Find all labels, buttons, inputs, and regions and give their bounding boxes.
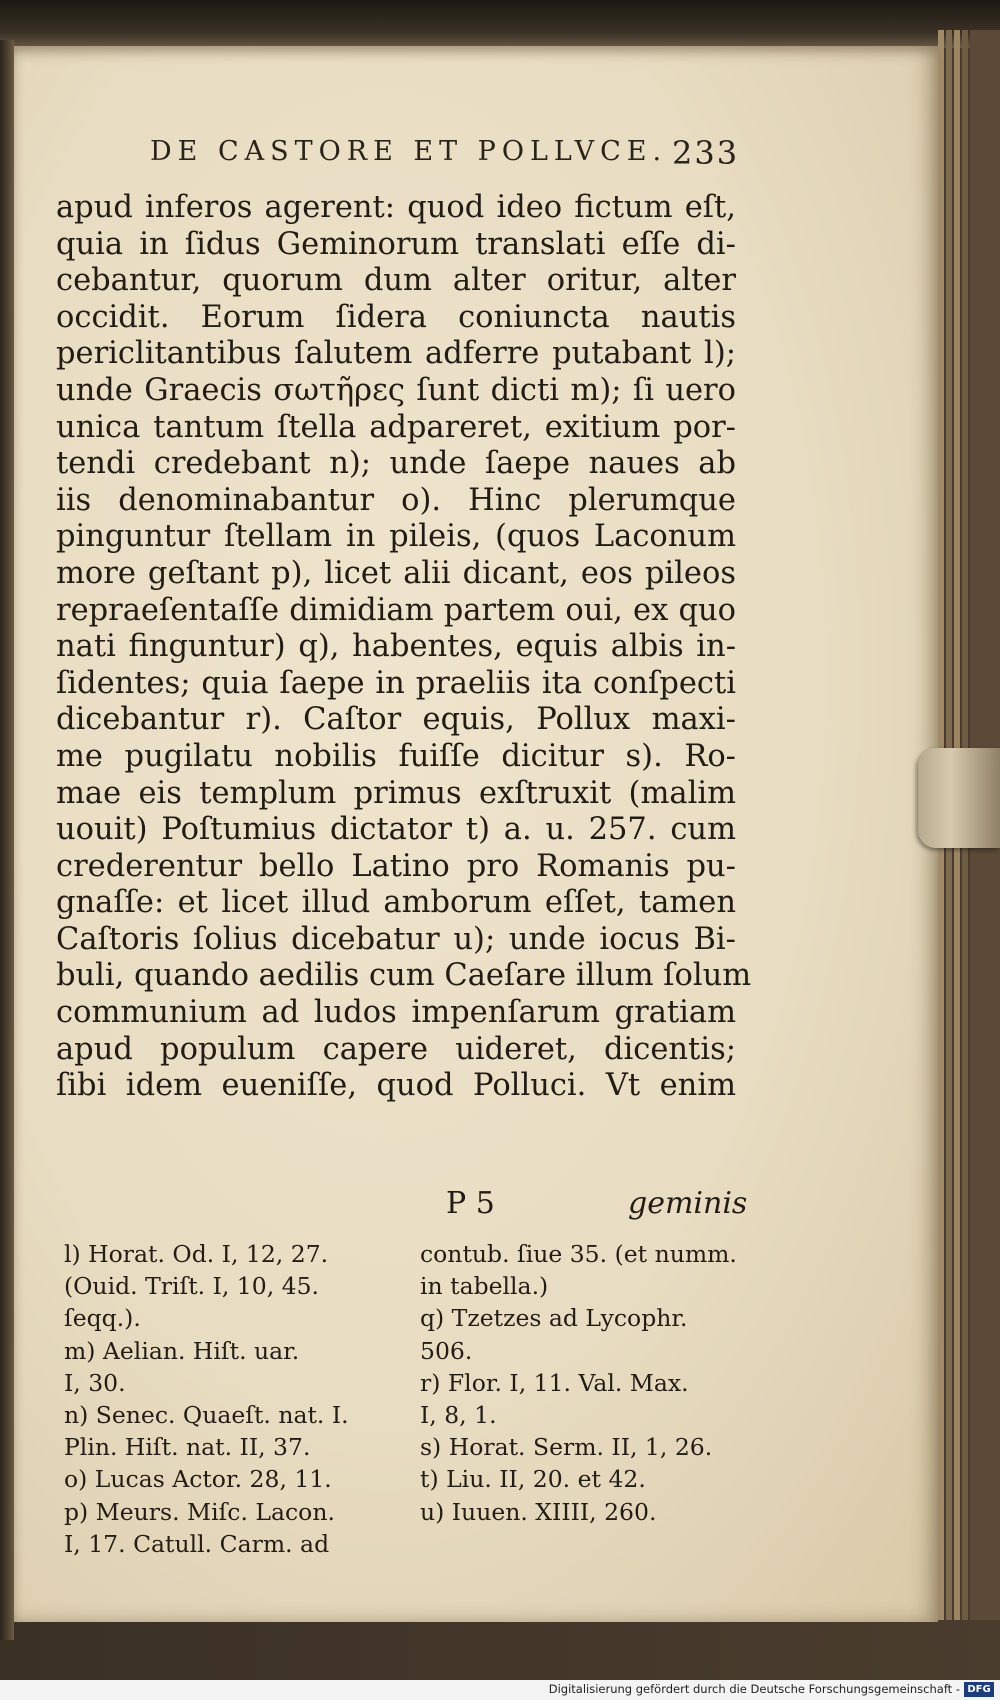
book-top-edge	[0, 0, 1000, 48]
body-line: unde Graecis σωτῆρες ſunt dicti m); ſi uero	[56, 372, 736, 408]
footnote-line: m) Aelian. Hiſt. uar.	[64, 1336, 300, 1365]
catchword: geminis	[628, 1186, 748, 1221]
footnote-line: I, 30.	[64, 1368, 126, 1397]
footnote-line: I, 8, 1.	[420, 1400, 497, 1429]
dfg-logo-icon: DFG	[964, 1682, 994, 1697]
bookmark-clip	[918, 748, 1000, 848]
body-line: Caſtoris ſolius dicebatur u); unde iocus Bi-	[56, 921, 736, 957]
footnote-line: q) Tzetzes ad Lycophr.	[420, 1304, 688, 1333]
footnote-line: 506.	[420, 1336, 473, 1365]
gutter-shadow	[0, 40, 14, 1640]
body-line: dicebantur r). Caſtor equis, Pollux maxi-	[56, 702, 736, 738]
body-line: apud populum capere uideret, dicentis;	[56, 1031, 736, 1067]
footnote-line: u) Iuuen. XIIII, 260.	[420, 1497, 657, 1526]
body-line: ſibi idem eueniſſe, quod Polluci. Vt enim	[56, 1068, 736, 1104]
page-number: 233	[672, 134, 740, 172]
footnote-line: n) Senec. Quaeſt. nat. I.	[64, 1400, 349, 1429]
funding-credit: Digitalisierung gefördert durch die Deutsche Forschungsgemeinschaft -	[548, 1682, 960, 1696]
footnote-line: l) Horat. Od. I, 12, 27.	[64, 1240, 329, 1268]
footnotes-right-column	[420, 1238, 750, 1528]
footnote-line: r) Flor. I, 11. Val. Max.	[420, 1368, 689, 1397]
body-line: crederentur bello Latino pro Romanis pu-	[56, 848, 736, 884]
body-line: quia in ſidus Geminorum translati eſſe di-	[56, 226, 736, 262]
body-line: buli, quando aedilis cum Caeſare illum ſolum	[56, 958, 752, 994]
footnote-line: in tabella.)	[420, 1272, 549, 1301]
body-line: unica tantum ſtella adpareret, exitium por-	[56, 409, 736, 445]
body-line: nati finguntur) q), habentes, equis albis in-	[56, 629, 736, 665]
body-line: mae eis templum primus exſtruxit (malim	[56, 775, 736, 811]
body-line: tendi credebant n); unde ſaepe naues ab	[56, 446, 736, 482]
signature-mark: P 5	[446, 1186, 495, 1221]
body-text	[56, 190, 752, 1105]
body-line: communium ad ludos impenſarum gratiam	[56, 995, 736, 1031]
footnote-line: o) Lucas Actor. 28, 11.	[64, 1465, 332, 1494]
footnote-line: s) Horat. Serm. II, 1, 26.	[420, 1433, 713, 1462]
footnotes-left-column	[64, 1238, 404, 1560]
body-line: cebantur, quorum dum alter oritur, alter	[56, 263, 736, 299]
body-line: me pugilatu nobilis fuiſſe dicitur s). Ro-	[56, 738, 736, 774]
body-line: iis denominabantur o). Hinc plerumque	[56, 482, 736, 518]
body-line: occidit. Eorum ſidera coniuncta nautis	[56, 299, 736, 335]
footnote-line: contub. ſiue 35. (et numm.	[420, 1240, 737, 1268]
body-line: more geſtant p), licet alii dicant, eos pileos	[56, 555, 736, 591]
body-line: ſidentes; quia ſaepe in praeliis ita conſpecti	[56, 665, 736, 701]
footnote-line: I, 17. Catull. Carm. ad	[64, 1529, 330, 1558]
running-head: DE CASTORE ET POLLVCE.	[150, 136, 668, 167]
footnote-line: p) Meurs. Miſc. Lacon.	[64, 1497, 335, 1526]
footnote-line: Plin. Hiſt. nat. II, 37.	[64, 1433, 311, 1462]
footnote-line: t) Liu. II, 20. et 42.	[420, 1465, 646, 1494]
body-line: repraeſentaſſe dimidiam partem oui, ex quo	[56, 592, 736, 628]
body-line: apud inferos agerent: quod ideo fictum eſt,	[56, 190, 736, 225]
body-line: uouit) Poſtumius dictator t) a. u. 257. cum	[56, 812, 736, 848]
footnote-line: ſeqq.).	[64, 1304, 141, 1333]
body-line: periclitantibus ſalutem adferre putabant l);	[56, 336, 736, 372]
body-line: gnaſſe: et licet illud amborum eſſet, tamen	[56, 885, 736, 921]
body-line: pinguntur ſtellam in pileis, (quos Laconum	[56, 519, 736, 555]
footnote-line: (Ouid. Triſt. I, 10, 45.	[64, 1272, 320, 1301]
